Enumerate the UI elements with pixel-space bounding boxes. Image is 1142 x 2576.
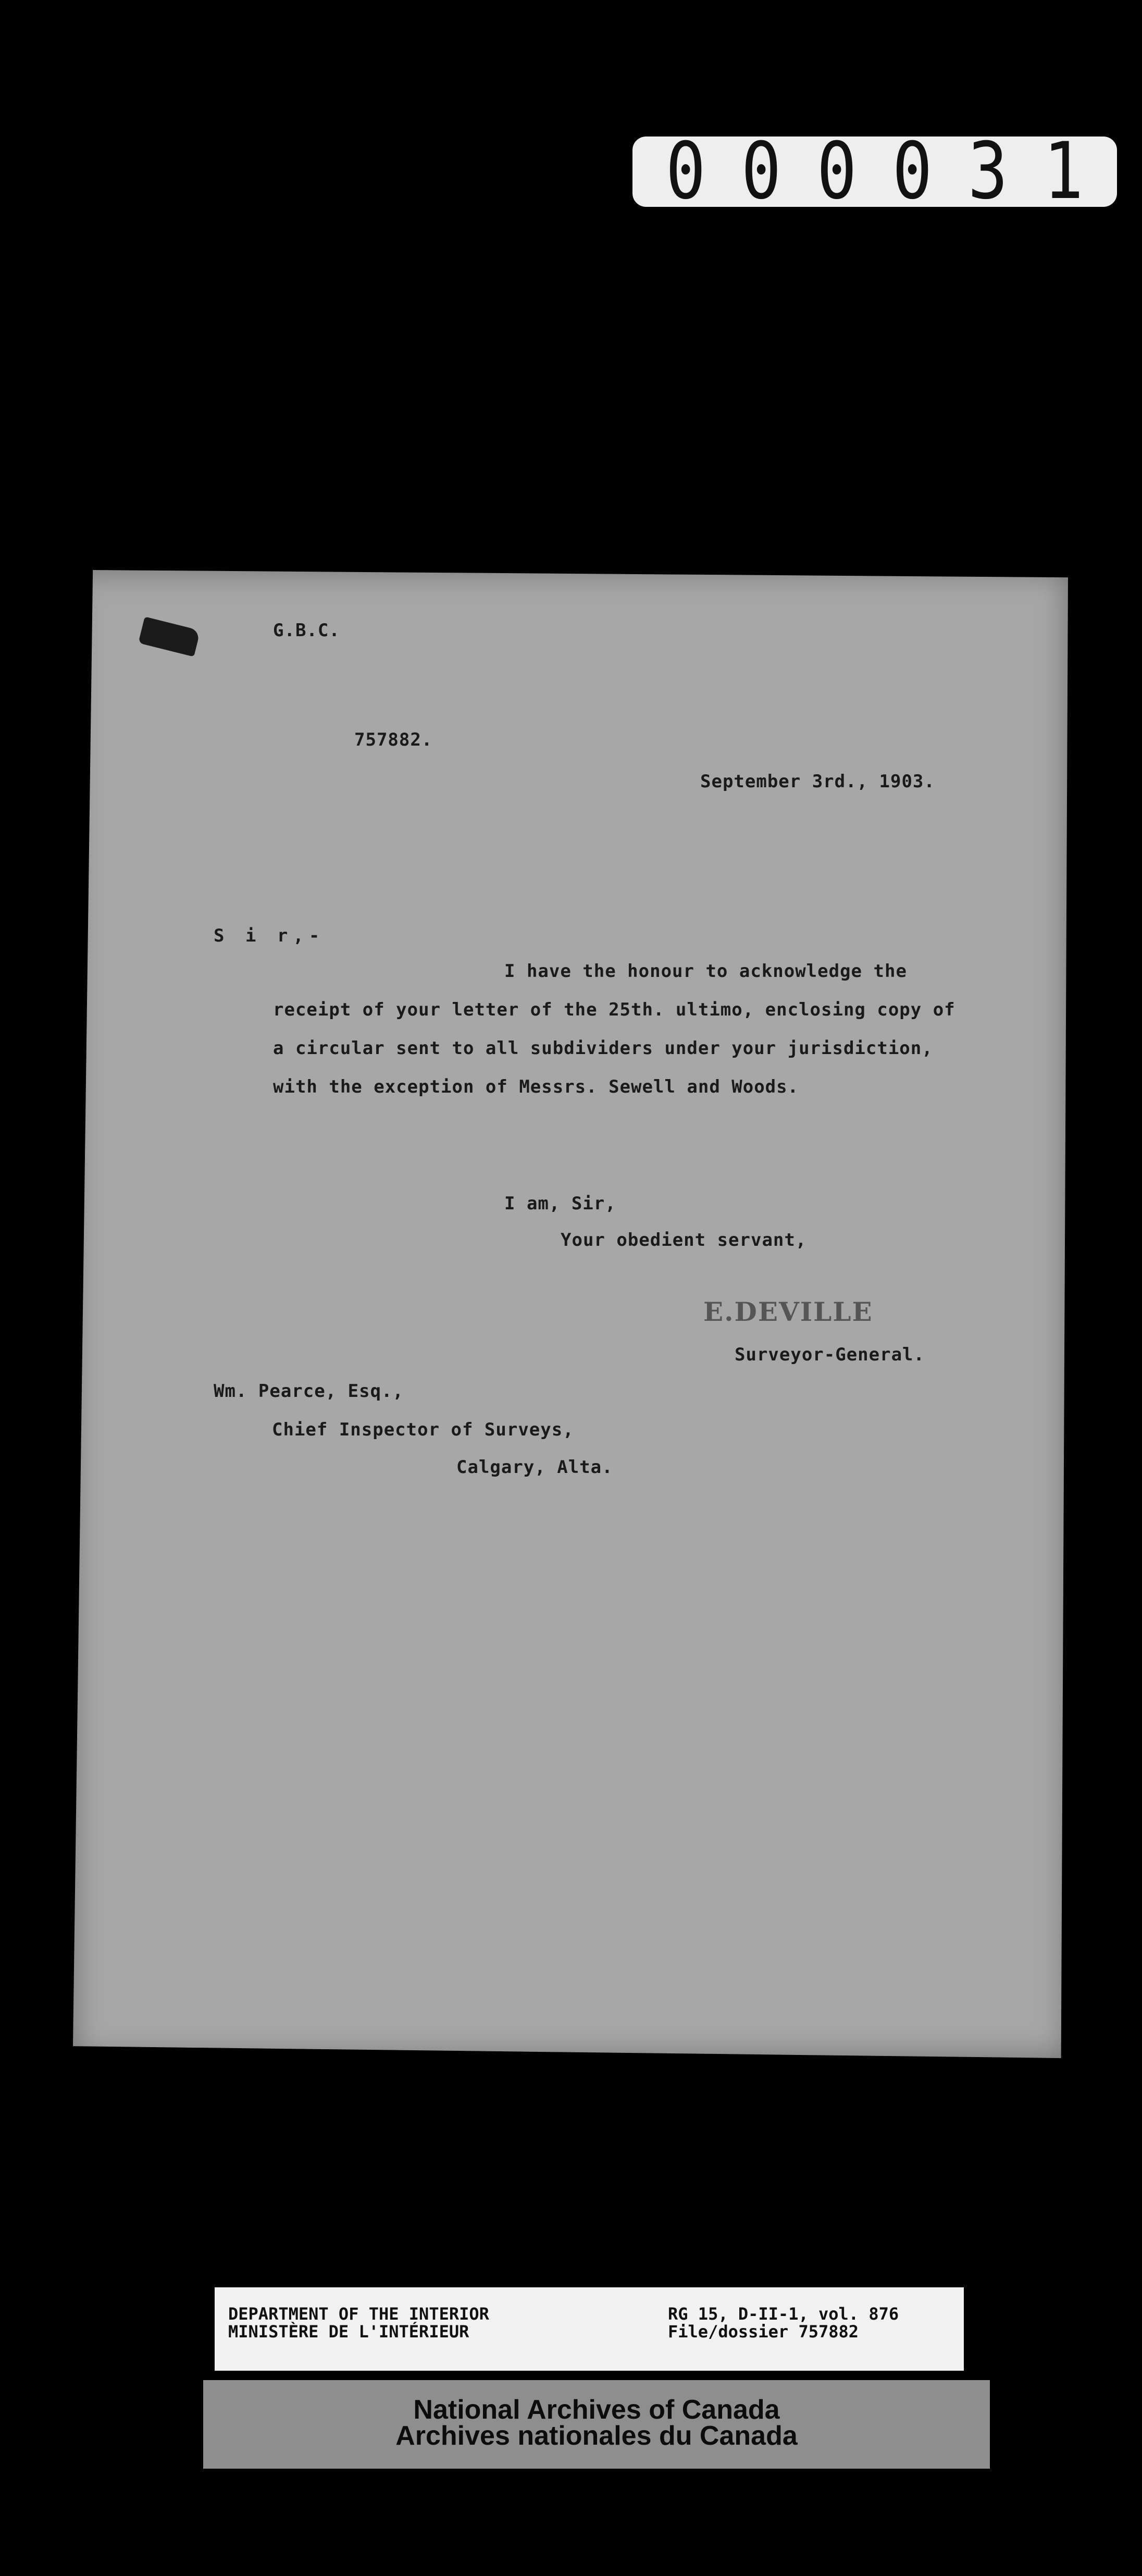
file-dossier: File/dossier 757882 (668, 2322, 859, 2342)
addressee-line: Wm. Pearce, Esq., (214, 1381, 404, 1402)
record-group-ref: RG 15, D-II-1, vol. 876 (668, 2304, 899, 2324)
frame-digit: 3 (968, 126, 1008, 217)
letter-file-number: 757882. (354, 729, 433, 750)
frame-digit: 0 (817, 126, 857, 217)
letter-body-line: with the exception of Messrs. Sewell and Woods. (273, 1076, 799, 1097)
signature-stamp: E.DEVILLE (703, 1296, 873, 1327)
frame-digit: 0 (741, 126, 781, 217)
signatory-title: Surveyor-General. (735, 1344, 925, 1365)
letter-closing: Your obedient servant, (561, 1230, 807, 1250)
letter-body-line: a circular sent to all subdividers under your jurisdiction, (273, 1038, 933, 1059)
dept-english: DEPARTMENT OF THE INTERIOR (228, 2304, 489, 2324)
archives-english: National Archives of Canada (413, 2395, 780, 2425)
letter-sheet (73, 570, 1068, 2058)
letter-body-line: receipt of your letter of the 25th. ultimo, enclosing copy of (273, 999, 955, 1020)
archives-banner (203, 2380, 990, 2469)
frame-digit: 0 (892, 126, 933, 217)
addressee-line: Chief Inspector of Surveys, (272, 1419, 574, 1440)
letter-body-line: I have the honour to acknowledge the (504, 961, 907, 982)
letter-date: September 3rd., 1903. (700, 771, 935, 792)
dept-french: MINISTÈRE DE L'INTÉRIEUR (228, 2322, 469, 2342)
frame-counter-label (632, 126, 1117, 217)
addressee-line: Calgary, Alta. (456, 1457, 613, 1478)
catalog-label (215, 2287, 964, 2371)
archives-french: Archives nationales du Canada (395, 2421, 798, 2451)
letter-closing: I am, Sir, (504, 1193, 616, 1214)
frame-digit: 1 (1044, 126, 1084, 217)
letter-salutation: S i r,- (214, 925, 325, 946)
frame-digit: 0 (666, 126, 706, 217)
letter-reference: G.B.C. (273, 620, 340, 641)
